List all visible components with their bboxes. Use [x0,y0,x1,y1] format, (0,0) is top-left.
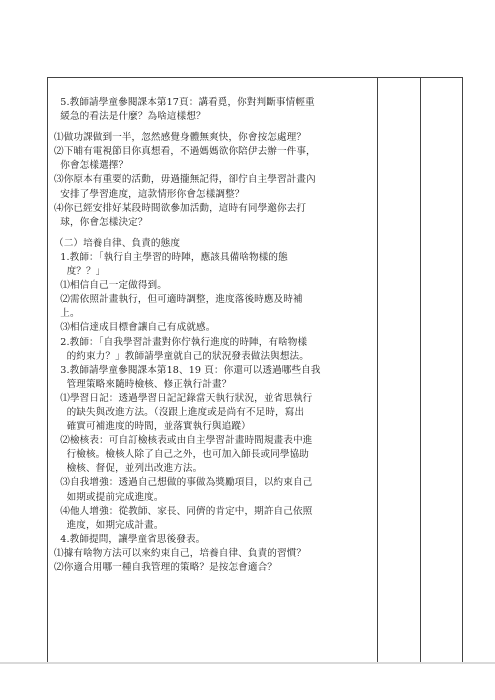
text-line: 4.教師提問，讓學童省思後發表。 [54,533,206,545]
text-line: ⑶自我增強：透過自己想做的事做為獎勵項目，以約束自己 [54,477,313,489]
text-line: ⑶你原本有重要的活動，毋過攏無記得，卻佇自主學習計畫內 [54,174,316,186]
text-line: 如期或提前完成進度。 [54,491,164,503]
text-line: 安排了學習進度，這款情形你會怎樣調整？ [54,188,245,200]
text-line: ⑷你已經安排好某段時間欲參加活動，這時有同學邀你去打 [54,202,307,214]
question-intro [54,96,371,124]
text-line: 度？？」 [54,266,106,278]
text-line: 的約束力？」教師請學童就自己的狀況發表做法與想法。 [54,350,309,362]
text-line: 確實可補進度的時間，並落實執行與追蹤） [54,421,251,433]
text-line: 的缺失與改進方法。（沒跟上進度或是尚有不足時，寫出 [54,406,305,418]
page-edge-divider [0,662,495,664]
text-line: ⑷他人增強：從教師、家長、同儕的肯定中，期許自己依照 [54,505,313,517]
text-line: 上。 [54,308,80,320]
text-line: ⑴相信自己一定做得到。 [54,280,167,292]
section-heading: （二）培養自律、負責的態度 [54,237,181,249]
text-line: ⑶相信達成目標會讓自己有成就感。 [54,322,216,334]
text-line: ⑴學習日記：透過學習日記記錄當天執行狀況，並省思執行 [54,392,313,404]
text-line: ⑴做功課做到一半，忽然感覺身體無爽快，你會按怎處理？ [54,132,307,144]
activity-content [48,78,377,575]
text-line: ⑵需依照計畫執行，但可適時調整，進度落後時應及時補 [54,294,303,306]
text-line: ⑵下晡有電視節目你真想看，不過媽媽欲你陪伊去辦一件事， [54,146,316,158]
notes-column-cell [421,78,463,663]
text-line: 檢核、督促，並列出改進方法。 [54,463,203,475]
text-line: ⑴據有啥物方法可以來約束自己，培養自律、負責的習慣？ [54,547,307,559]
activity-content-cell [48,78,378,663]
text-line: 行檢核。檢核人除了自己之外，也可加入師長或同學協助 [54,449,309,461]
text-line: 3.教師請學童參閱課本第18、19 頁：你還可以透過哪些自我 [54,364,321,376]
section-self-discipline [54,237,371,575]
text-line: 你會怎樣選擇？ [54,160,129,172]
text-line: 緩急的看法是什麼？為啥這樣想？ [54,111,206,123]
text-line: 2.教師：「自我學習計畫對你佇執行進度的時陣，有啥物樣 [54,336,308,348]
text-line: ⑵你適合用哪一種自我管理的策略？是按怎會適合？ [54,562,277,573]
text-line: 管理策略來隨時檢核、修正執行計畫？ [54,378,232,390]
text-line: 球，你會怎樣決定？ [54,216,148,228]
text-line: 進度，如期完成計畫。 [54,519,164,531]
text-line: ⑵檢核表：可自訂檢核表或由自主學習計畫時間規畫表中進 [54,435,313,447]
lesson-plan-table [47,77,463,663]
text-line: 1.教師：「執行自主學習的時陣，應該具備啥物樣的態 [54,251,288,263]
text-line: 5.教師請學童參閱課本第17頁：講看覓，你對判斷事情輕重 [54,97,315,108]
time-column-cell [377,78,421,663]
discussion-questions [54,131,371,230]
